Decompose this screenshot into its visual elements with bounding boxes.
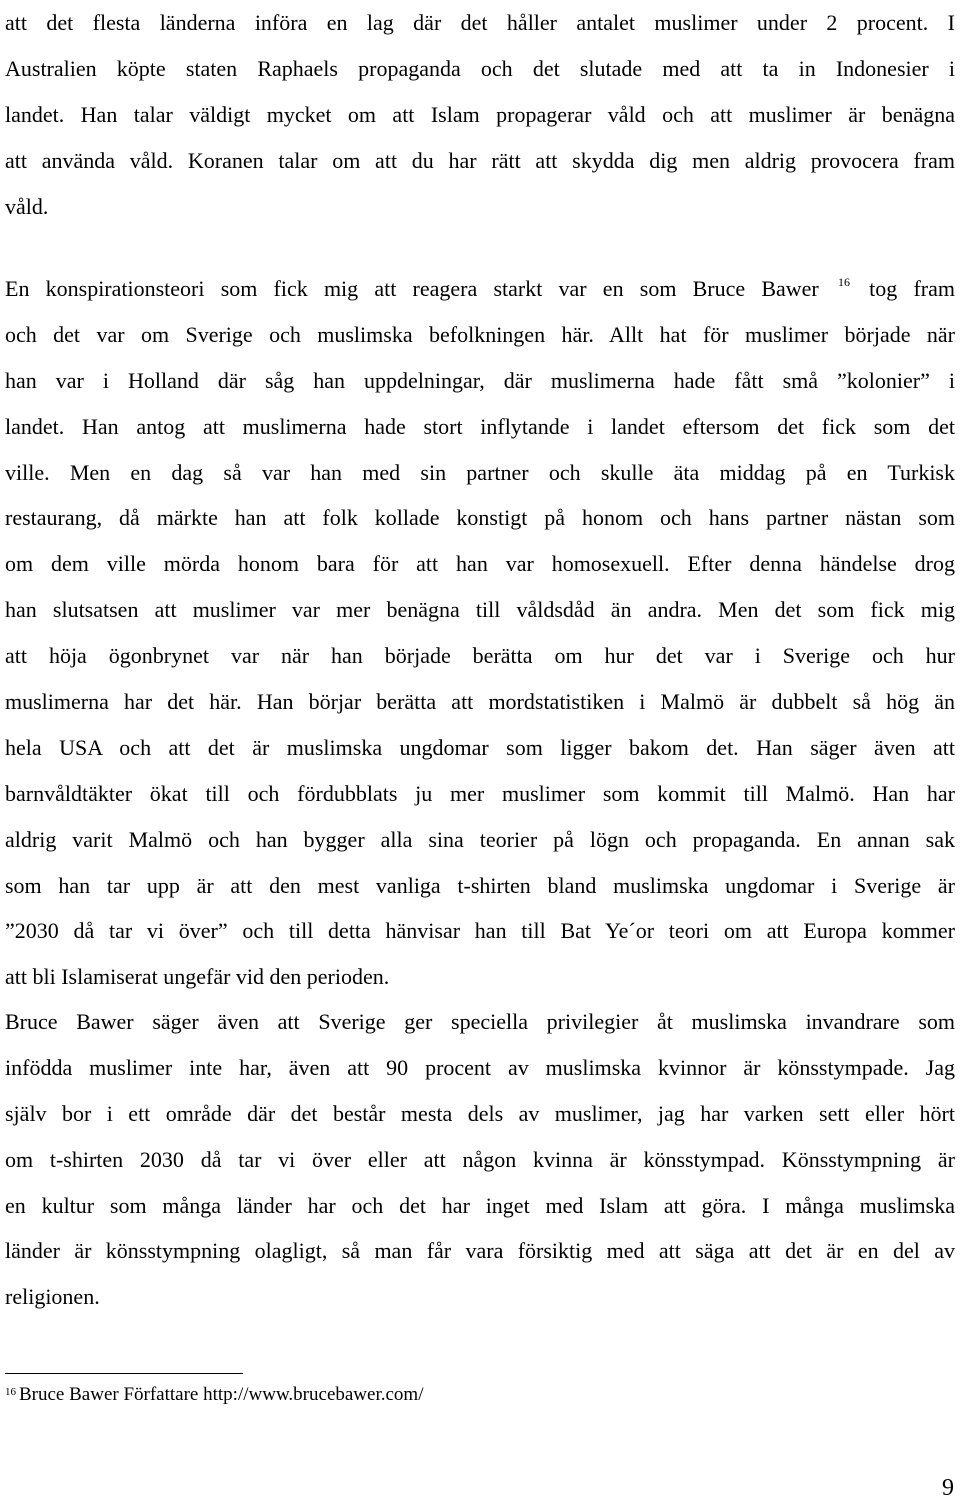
- paragraph-3: [5, 999, 955, 1320]
- text-line: barnvåldtäkter ökat till och fördubblats ju mer muslimer som kommit till Malmö. Han har: [5, 780, 955, 806]
- text-line: ”2030 då tar vi över” och till detta hänvisar han till Bat Ye´or teori om att Europa kommer: [5, 918, 955, 944]
- footnote-separator: [5, 1373, 243, 1374]
- text-line: att bli Islamiserat ungefär vid den perioden.: [5, 964, 390, 990]
- paragraph-1: [5, 0, 955, 229]
- text-line: länder är könsstympning olagligt, så man får vara försiktig med att säga att det är en del av: [5, 1238, 955, 1264]
- text-line: våld.: [5, 193, 49, 219]
- footnote-text: Bruce Bawer Författare http://www.brucebawer.com/: [19, 1384, 424, 1405]
- text-line: aldrig varit Malmö och han bygger alla sina teorier på lögn och propaganda. En annan sak: [5, 826, 955, 852]
- text-line: om dem ville mörda honom bara för att han var homosexuell. Efter denna händelse drog: [5, 551, 955, 577]
- text-line: han slutsatsen att muslimer var mer benägna till våldsdåd än andra. Men det som fick mig: [5, 597, 955, 623]
- text-line: och det var om Sverige och muslimska befolkningen här. Allt hat för muslimer började när: [5, 321, 955, 347]
- text-segment: En konspirationsteori som fick mig att reagera starkt var en som Bruce Bawer: [5, 276, 819, 301]
- text-line: religionen.: [5, 1284, 100, 1310]
- text-segment: tog fram: [869, 276, 955, 301]
- text-line: att höja ögonbrynet var när han började berätta om hur det var i Sverige och hur: [5, 643, 955, 669]
- text-line: om t-shirten 2030 då tar vi över eller att någon kvinna är könsstympad. Könsstympning är: [5, 1146, 955, 1172]
- text-line: hela USA och att det är muslimska ungdomar som ligger bakom det. Han säger även att: [5, 734, 955, 760]
- paragraph-2: [5, 266, 955, 1000]
- text-line: Bruce Bawer säger även att Sverige ger speciella privilegier åt muslimska invandrare som: [5, 1009, 955, 1034]
- text-line-with-footnote: [5, 266, 955, 312]
- text-line: ville. Men en dag så var han med sin partner och skulle äta middag på en Turkisk: [5, 459, 955, 485]
- text-line: muslimerna har det här. Han börjar berätta att mordstatistiken i Malmö är dubbelt så hög än: [5, 689, 955, 715]
- text-line: Australien köpte staten Raphaels propaganda och det slutade med att ta in Indonesier i: [5, 55, 955, 81]
- text-line: landet. Han talar väldigt mycket om att Islam propagerar våld och att muslimer är benägna: [5, 101, 955, 127]
- text-line: att det flesta länderna införa en lag där det håller antalet muslimer under 2 procent. I: [5, 10, 955, 35]
- text-line: infödda muslimer inte har, även att 90 procent av muslimska kvinnor är könsstympade. Jag: [5, 1054, 955, 1080]
- text-line: att använda våld. Koranen talar om att du har rätt att skydda dig men aldrig provocera fram: [5, 147, 955, 173]
- page-number: 9: [942, 1475, 954, 1501]
- text-line: som han tar upp är att den mest vanliga t-shirten bland muslimska ungdomar i Sverige är: [5, 872, 955, 898]
- text-line: landet. Han antog att muslimerna hade stort inflytande i landet eftersom det fick som det: [5, 413, 955, 439]
- text-line: själv bor i ett område där det består mesta dels av muslimer, jag har varken sett eller hört: [5, 1100, 955, 1126]
- text-line: han var i Holland där såg han uppdelningar, där muslimerna hade fått små ”kolonier” i: [5, 367, 955, 393]
- footnote: [5, 1382, 423, 1408]
- text-line: en kultur som många länder har och det har inget med Islam att göra. I många muslimska: [5, 1192, 955, 1218]
- footnote-reference: 16: [837, 275, 850, 289]
- text-line: restaurang, då märkte han att folk kollade konstigt på honom och hans partner nästan som: [5, 505, 955, 531]
- footnote-number: 16: [5, 1386, 16, 1398]
